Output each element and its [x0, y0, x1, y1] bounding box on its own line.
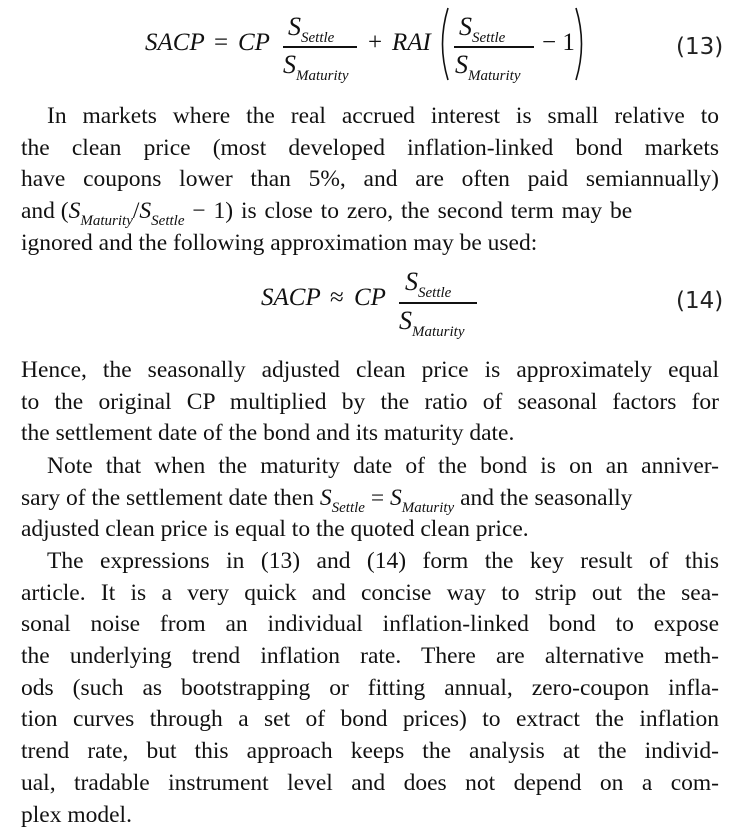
eq14-number: (14)	[676, 288, 724, 314]
paragraph-2	[21, 355, 719, 450]
p4-line-4: the underlying trend inflation rate. There are alternative meth-	[21, 643, 719, 670]
p2-line-1: Hence, the seasonally adjusted clean price is approximately equal	[21, 357, 719, 383]
eq13-number: (13)	[676, 34, 724, 60]
eq13-frac2-bar	[454, 46, 534, 48]
p2-line-2: to the original CP multiplied by the ratio of seasonal factors for	[21, 388, 719, 415]
p2-line-3: the settlement date of the bond and its maturity date.	[21, 420, 515, 447]
eq13-frac2-den: $S_{Maturity}$	[455, 50, 521, 84]
p1-line-4: and $(S_{Maturity}/S_{Settle} - 1)$ is close to zero, the second term may be	[21, 198, 633, 230]
p1-line-2: the clean price (most developed inflation-linked bond markets	[21, 134, 719, 161]
p1-line-1: In markets where the real accrued interest is small relative to	[47, 103, 719, 129]
p3-line-1: Note that when the maturity date of the bond is on an anniver-	[47, 453, 719, 479]
eq13-equals: =	[214, 29, 229, 56]
p1-line-3: have coupons lower than 5%, and are often paid semiannually)	[21, 166, 719, 193]
eq13-frac1-den: $S_{Maturity}$	[283, 50, 349, 84]
eq13-frac2-num: $S_{Settle}$	[459, 12, 506, 46]
p4-line-6: tion curves through a set of bond prices) to extract the inflation	[21, 706, 719, 733]
eq14-frac-bar	[399, 302, 477, 304]
eq14-lhs: SACP	[261, 284, 321, 311]
eq13-cp: CP	[238, 29, 270, 56]
p4-line-7: trend rate, but this approach keeps the analysis at the individ-	[21, 738, 719, 765]
paragraph-4	[21, 546, 719, 831]
p4-line-1: The expressions in (13) and (14) form the key result of this	[47, 548, 719, 574]
eq14-frac-num: $S_{Settle}$	[405, 267, 452, 301]
eq13-frac1-bar	[283, 46, 357, 48]
eq13-frac1-num: $S_{Settle}$	[288, 12, 335, 46]
p3-line-2: sary of the settlement date then $S_{Settle} = S_{Maturity}$ and the seasonally	[21, 484, 633, 516]
p4-line-9: plex model.	[21, 801, 132, 828]
eq13-right-paren	[574, 6, 588, 82]
p1-line-5: ignored and the following approximation may be used:	[21, 229, 538, 256]
eq14-approx: ≈	[330, 284, 344, 311]
eq13-rai: RAI	[392, 29, 431, 56]
eq13-lhs: SACP	[145, 29, 205, 56]
eq13-plus: +	[368, 29, 383, 56]
p4-line-5: ods (such as bootstrapping or fitting annual, zero-coupon infla-	[21, 674, 719, 701]
p4-line-2: article. It is a very quick and concise way to strip out the sea-	[21, 579, 719, 606]
p4-line-8: ual, tradable instrument level and does not depend on a com-	[21, 769, 719, 796]
paragraph-3	[21, 451, 719, 546]
eq13-minus-one: − 1	[542, 29, 575, 56]
paragraph-1	[21, 101, 719, 259]
eq13-left-paren	[436, 6, 450, 82]
eq14-frac-den: $S_{Maturity}$	[399, 306, 465, 340]
eq14-cp: CP	[354, 284, 386, 311]
p3-line-3: adjusted clean price is equal to the quoted clean price.	[21, 516, 529, 543]
p4-line-3: sonal noise from an individual inflation-linked bond to expose	[21, 611, 719, 638]
